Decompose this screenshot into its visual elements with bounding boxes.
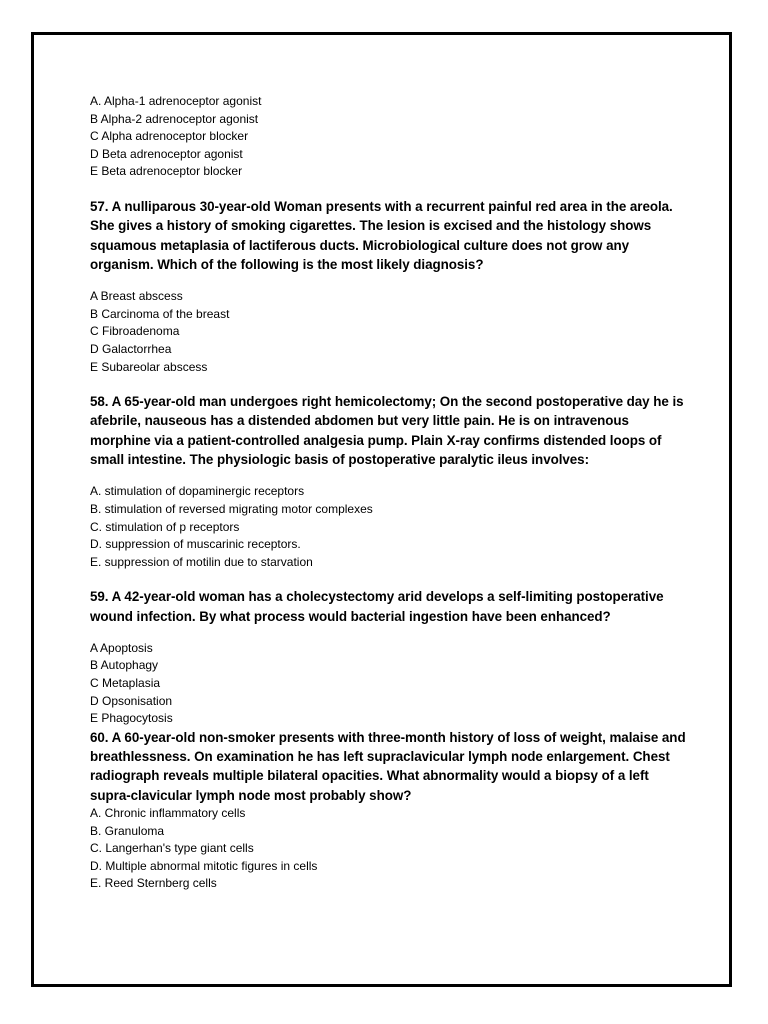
option-item: E. suppression of motilin due to starvation (90, 554, 313, 569)
option-item: B Carcinoma of the breast (90, 306, 230, 321)
question-60-options (90, 805, 690, 893)
option-item: C Metaplasia (90, 676, 161, 691)
option-item: D Galactorrhea (90, 341, 172, 356)
question-57-options (90, 288, 690, 376)
option-item: B. stimulation of reversed migrating motor complexes (90, 501, 373, 516)
question-60-stem: 60. A 60-year-old non-smoker presents with three-month history of loss of weight, malaise and breathlessness. On examination he has left supraclavicular lymph node enlargement. Chest radiograph reveals multiple bilateral opacities. What abnormality would a biopsy of a left supra-clavicular lymph node most probably show? (90, 729, 686, 803)
option-item: C Alpha adrenoceptor blocker (90, 129, 249, 144)
option-item: A. Alpha-1 adrenoceptor agonist (90, 94, 262, 108)
option-item: E Phagocytosis (90, 711, 173, 726)
question-58-stem: 58. A 65-year-old man undergoes right hemicolectomy; On the second postoperative day he is afebrile, nauseous has a distended abdomen but very little pain. He is on intravenous morphine via a patient-controlled analgesia pump. Plain X-ray confirms distended loops of small intestine. The physiologic basis of postoperative paralytic ileus involves: (90, 394, 684, 468)
option-item: E Subareolar abscess (90, 359, 208, 374)
option-item: C. Langerhan's type giant cells (90, 841, 254, 856)
question-58-options (90, 483, 690, 571)
option-item: A. stimulation of dopaminergic receptors (90, 484, 305, 499)
option-item: D. suppression of muscarinic receptors. (90, 537, 301, 552)
option-item: B Autophagy (90, 658, 159, 673)
question-59-options (90, 640, 690, 728)
question-57-stem: 57. A nulliparous 30-year-old Woman presents with a recurrent painful red area in the areola. She gives a history of smoking cigarettes. The lesion is excised and the histology shows squamous metaplasia of lactiferous ducts. Microbiological culture does not grow any organism. Which of the following is the most likely diagnosis? (90, 198, 673, 272)
option-item: D Opsonisation (90, 693, 173, 708)
option-item: A Apoptosis (90, 640, 153, 655)
option-item: D. Multiple abnormal mitotic figures in cells (90, 858, 318, 873)
option-item: E. Reed Sternberg cells (90, 876, 217, 891)
document-body (90, 93, 690, 893)
option-item: B. Granuloma (90, 823, 165, 838)
option-item: C Fibroadenoma (90, 324, 180, 339)
option-item: E Beta adrenoceptor blocker (90, 164, 243, 179)
option-item: B Alpha-2 adrenoceptor agonist (90, 111, 259, 126)
option-list-intro (90, 93, 690, 181)
question-59-stem: 59. A 42-year-old woman has a cholecystectomy arid develops a self-limiting postoperative wound infection. By what process would bacterial ingestion have been enhanced? (90, 589, 664, 624)
option-item: A Breast abscess (90, 289, 183, 304)
option-item: C. stimulation of p receptors (90, 519, 240, 534)
option-item: D Beta adrenoceptor agonist (90, 146, 243, 161)
option-item: A. Chronic inflammatory cells (90, 806, 246, 821)
